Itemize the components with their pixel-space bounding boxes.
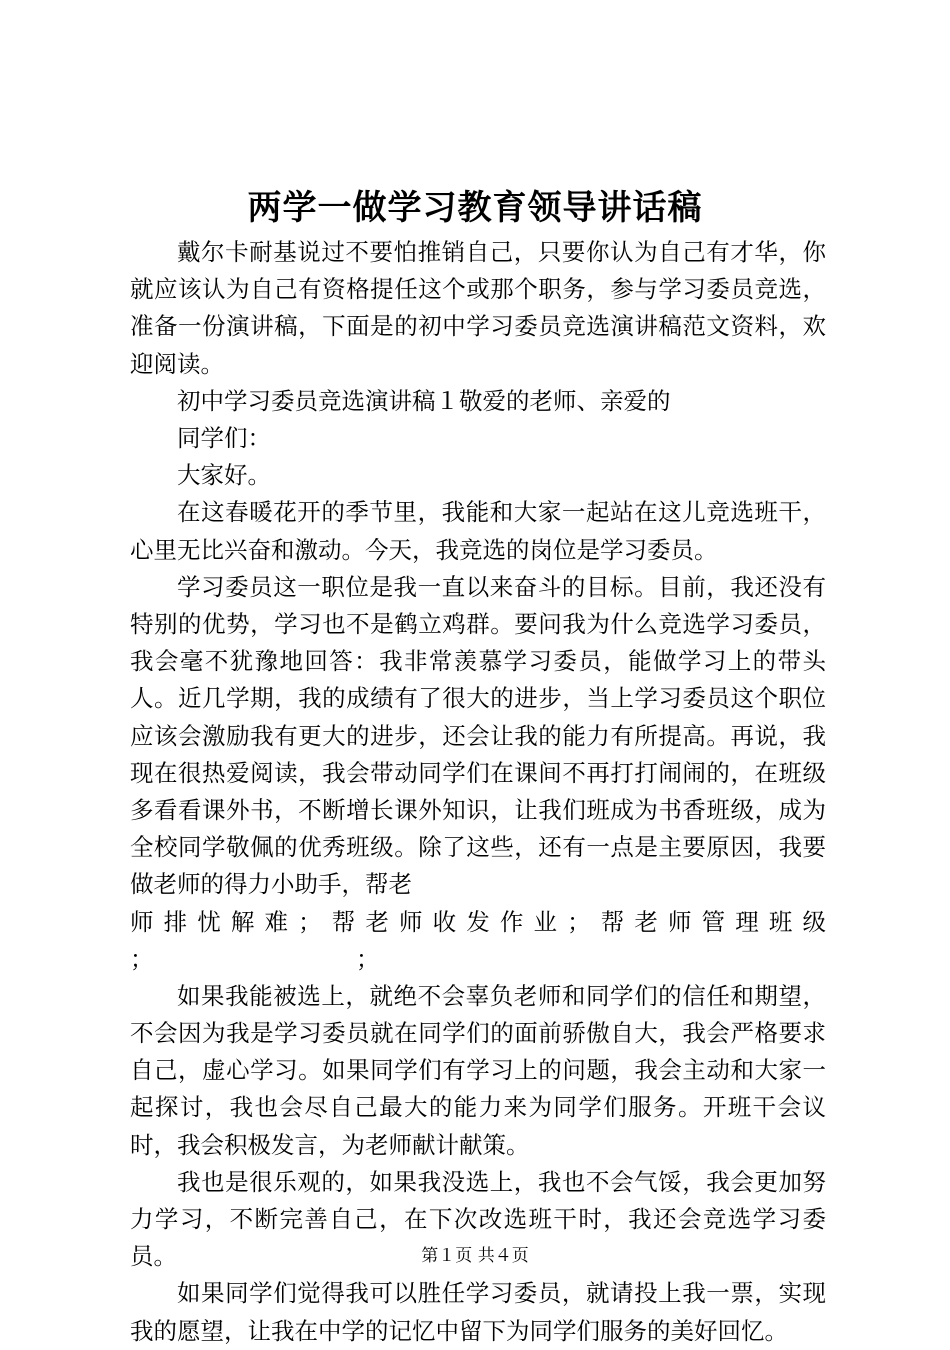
- paragraph-closing: 如果同学们觉得我可以胜任学习委员，就请投上我一票，实现我的愿望，让我在中学的记忆中留下为同学们服务的美好回忆。: [130, 1279, 826, 1345]
- paragraph-opening: 在这春暖花开的季节里，我能和大家一起站在这儿竞选班干，心里无比兴奋和激动。今天，我竞选的岗位是学习委员。: [130, 498, 826, 564]
- paragraph-salutation: 同学们：: [177, 424, 271, 453]
- semicolon-mark: ；: [130, 944, 154, 973]
- page-footer: 第１页 共４页: [421, 1246, 529, 1266]
- paragraph-optimism: 我也是很乐观的，如果我没选上，我也不会气馁，我会更加努力学习，不断完善自己，在下次改选班干时，我还会竞选学习委员。: [130, 1167, 826, 1271]
- semicolon-mark: ；: [356, 944, 380, 973]
- paragraph-goal-continued: 师排忧解难；帮老师收发作业；帮老师管理班级: [130, 907, 826, 936]
- document-body: [130, 234, 826, 1350]
- paragraph-goal: 学习委员这一职位是我一直以来奋斗的目标。目前，我还没有特别的优势，学习也不是鹤立鸡群。要问我为什么竞选学习委员，我会毫不犹豫地回答：我非常羡慕学习委员，能做学习上的带头人。近几学期，我的成绩有了很大的进步，当上学习委员这个职位应该会激励我有更大的进步，还会让我的能力有所提高。再说，我现在很热爱阅读，我会带动同学们在课间不再打打闹闹的，在班级多看看课外书，不断增长课外知识，让我们班成为书香班级，成为全校同学敬佩的优秀班级。除了这些，还有一点是主要原因，我要做老师的得力小助手，帮老: [130, 572, 826, 899]
- document-title: 两学一做学习教育领导讲话稿: [247, 188, 703, 228]
- semicolon-row: [130, 941, 826, 978]
- paragraph-speech-heading: 初中学习委员竞选演讲稿１敬爱的老师、亲爱的: [177, 386, 671, 415]
- paragraph-greeting: 大家好。: [177, 461, 271, 490]
- paragraph-promise: 如果我能被选上，就绝不会辜负老师和同学们的信任和期望，不会因为我是学习委员就在同学们的面前骄傲自大，我会严格要求自己，虚心学习。如果同学们有学习上的问题，我会主动和大家一起探讨，我也会尽自己最大的能力来为同学们服务。开班干会议时，我会积极发言，为老师献计献策。: [130, 981, 826, 1159]
- paragraph-intro: 戴尔卡耐基说过不要怕推销自己，只要你认为自己有才华，你就应该认为自己有资格提任这个或那个职务，参与学习委员竞选，准备一份演讲稿，下面是的初中学习委员竞选演讲稿范文资料，欢迎阅读。: [130, 238, 826, 378]
